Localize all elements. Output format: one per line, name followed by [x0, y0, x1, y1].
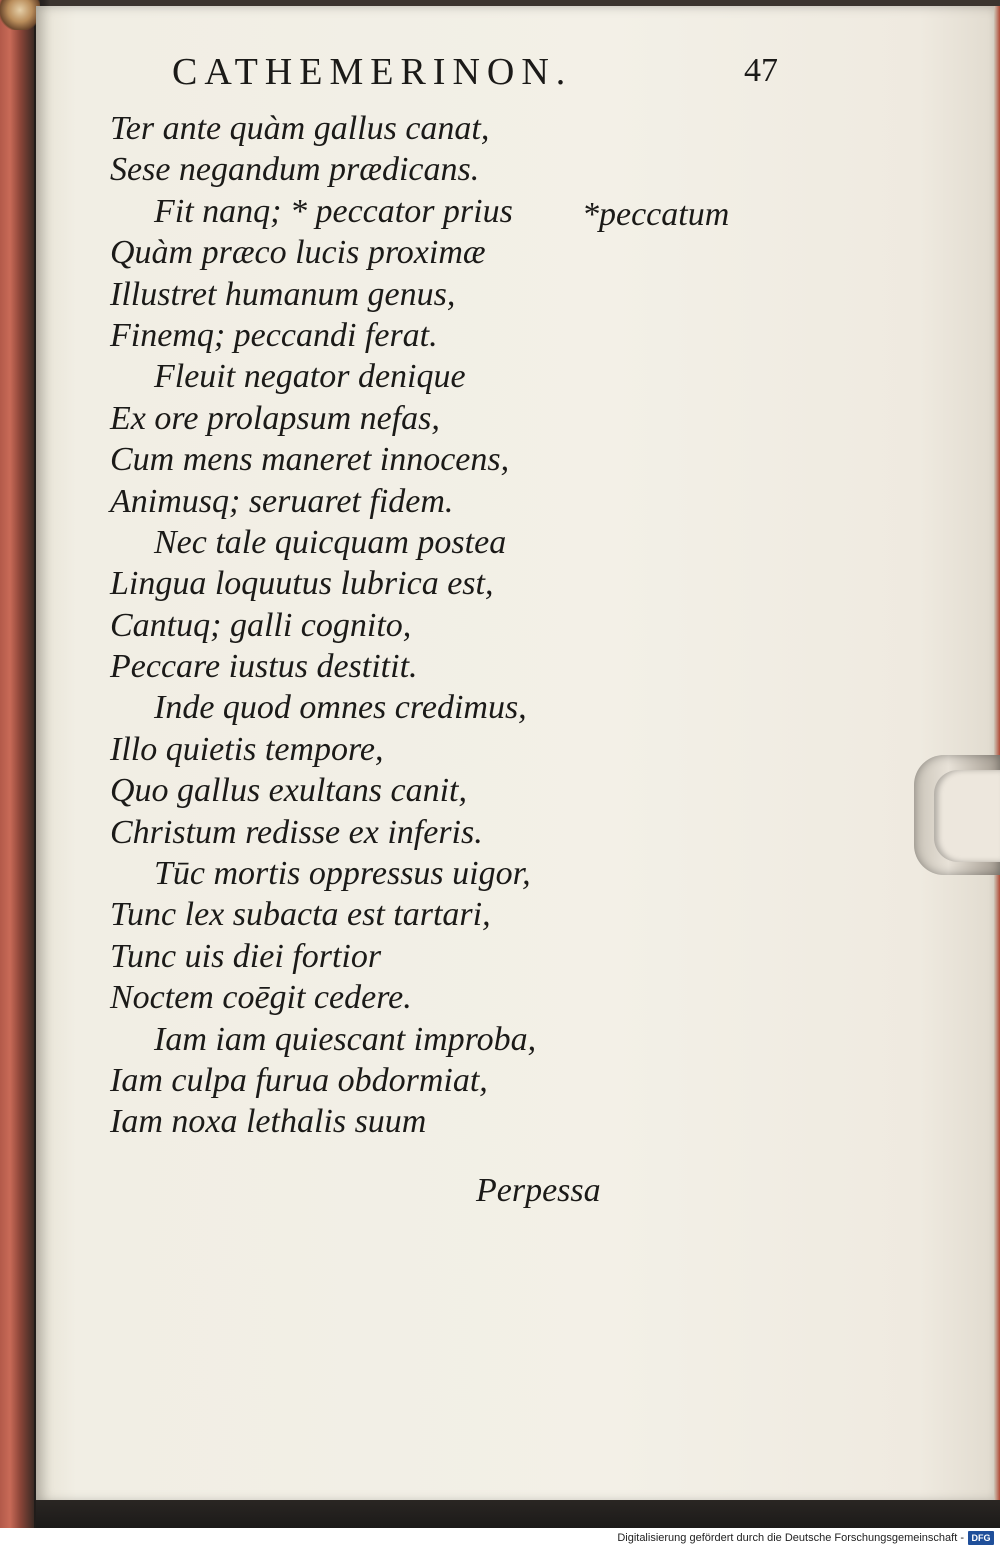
margin-note: *peccatum: [582, 196, 730, 233]
page-clip-inner: [934, 770, 1000, 862]
verse-line: Christum redisse ex inferis.: [110, 813, 483, 851]
scan-bottom-edge: [36, 1500, 1000, 1528]
verse-line: Fit nanq; * peccator prius: [154, 192, 513, 230]
verse-line: Noctem coēgit cedere.: [110, 979, 412, 1017]
show-through-text: [770, 90, 990, 1220]
verse-line: Lingua loquutus lubrica est,: [110, 565, 494, 603]
book-clasp: [0, 0, 40, 30]
verse-line: Iam noxa lethalis suum: [110, 1103, 427, 1141]
running-head: CATHEMERINON.: [172, 51, 573, 93]
verse-block: [110, 108, 670, 1143]
verse-line: Cantuq; galli cognito,: [110, 606, 412, 644]
book-cover-edge: [0, 0, 34, 1528]
verse-line: Illo quietis tempore,: [110, 730, 384, 768]
verse-line: Cum mens maneret innocens,: [110, 441, 510, 479]
verse-line: Animusq; seruaret fidem.: [110, 482, 454, 520]
funding-credit: Digitalisierung gefördert durch die Deutsche Forschungsgemeinschaft -: [617, 1532, 964, 1544]
verse-line: Peccare iustus destitit.: [110, 648, 418, 686]
page-number: 47: [744, 52, 778, 89]
digitization-footer: [0, 1528, 1000, 1550]
verse-line: Tunc uis diei fortior: [110, 937, 382, 975]
verse-line: Tūc mortis oppressus uigor,: [154, 855, 531, 893]
verse-line: Finemq; peccandi ferat.: [110, 316, 438, 354]
dfg-logo-icon: DFG: [968, 1531, 994, 1545]
verse-line: Fleuit negator denique: [154, 358, 466, 396]
verse-line: Nec tale quicquam postea: [154, 523, 507, 561]
verse-line: Quàm præco lucis proximæ: [110, 234, 486, 272]
verse-line: Iam iam quiescant improba,: [154, 1020, 537, 1058]
verse-line: Ter ante quàm gallus canat,: [110, 110, 490, 147]
verse-line: Inde quod omnes credimus,: [154, 689, 527, 727]
verse-line: Sese negandum prædicans.: [110, 151, 480, 189]
verse-line: Tunc lex subacta est tartari,: [110, 896, 491, 934]
verse-line: Ex ore prolapsum nefas,: [110, 399, 440, 437]
page-header: [172, 50, 812, 100]
catchword: Perpessa: [476, 1172, 601, 1209]
page-fore-edge: [994, 6, 1000, 1502]
verse-line: Iam culpa furua obdormiat,: [110, 1061, 488, 1099]
verse-line: Illustret humanum genus,: [110, 275, 456, 313]
verse-line: Quo gallus exultans canit,: [110, 772, 467, 810]
